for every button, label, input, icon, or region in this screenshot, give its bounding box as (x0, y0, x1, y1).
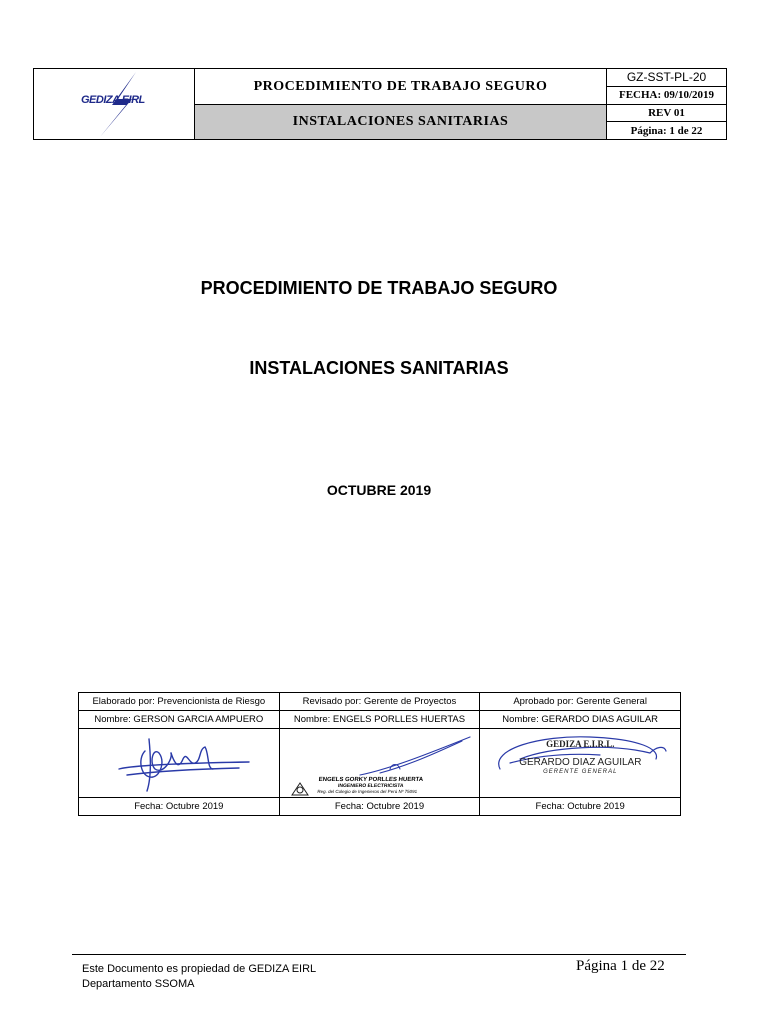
company-logo (34, 69, 195, 139)
names-row (79, 711, 681, 729)
footer-left (82, 962, 316, 992)
signatures-row (79, 729, 681, 798)
header-subtitle: INSTALACIONES SANITARIAS (195, 105, 606, 139)
signature-aprobado (480, 729, 681, 798)
role-elaborado: Elaborado por: Prevencionista de Riesgo (79, 693, 280, 711)
stamp-engineer-title: INGENIERO ELECTRICISTA (337, 783, 404, 789)
document-header (33, 68, 727, 140)
role-aprobado: Aprobado por: Gerente General (480, 693, 681, 711)
roles-row (79, 693, 681, 711)
stamp-engineer-name: ENGELS GORKY PORLLES HUERTA (317, 777, 424, 783)
footer-property: Este Documento es propiedad de GEDIZA EIRL (82, 963, 317, 975)
stamp-company: GEDIZA E.I.R.L. (546, 739, 615, 749)
document-code: GZ-SST-PL-20 (607, 69, 726, 87)
name-elaborado: Nombre: GERSON GARCIA AMPUERO (79, 711, 280, 729)
name-revisado: Nombre: ENGELS PORLLES HUERTAS (279, 711, 480, 729)
signature-table (78, 692, 681, 816)
document-month: OCTUBRE 2019 (326, 482, 432, 498)
document-page: Página: 1 de 22 (630, 124, 703, 137)
date-revisado: Fecha: Octubre 2019 (279, 798, 480, 816)
role-revisado: Revisado por: Gerente de Proyectos (279, 693, 480, 711)
stamp-manager-title: GERENTE GENERAL (543, 769, 618, 775)
name-aprobado: Nombre: GERARDO DIAS AGUILAR (480, 711, 681, 729)
document-date: FECHA: 09/10/2019 (607, 87, 726, 105)
dates-row (79, 798, 681, 816)
document-revision: REV 01 (607, 105, 726, 123)
main-title: PROCEDIMIENTO DE TRABAJO SEGURO (200, 278, 558, 298)
handwritten-signature (79, 729, 279, 797)
date-elaborado: Fecha: Octubre 2019 (79, 798, 280, 816)
footer-department: Departamento SSOMA (82, 978, 195, 990)
sub-title: INSTALACIONES SANITARIAS (249, 358, 509, 378)
header-title: PROCEDIMIENTO DE TRABAJO SEGURO (195, 69, 606, 105)
signature-revisado (279, 729, 480, 798)
stamp-engineer-reg: Reg. del Colegio de Ingenieros del Perú Nº 75091 (316, 789, 418, 794)
stamp-manager-name: GERARDO DIAZ AGUILAR (519, 757, 642, 768)
date-aprobado: Fecha: Octubre 2019 (480, 798, 681, 816)
logo-text: GEDIZA EIRL (81, 94, 145, 106)
signature-elaborado (79, 729, 280, 798)
footer-divider (72, 954, 686, 955)
footer-page-number: Página 1 de 22 (576, 958, 665, 974)
